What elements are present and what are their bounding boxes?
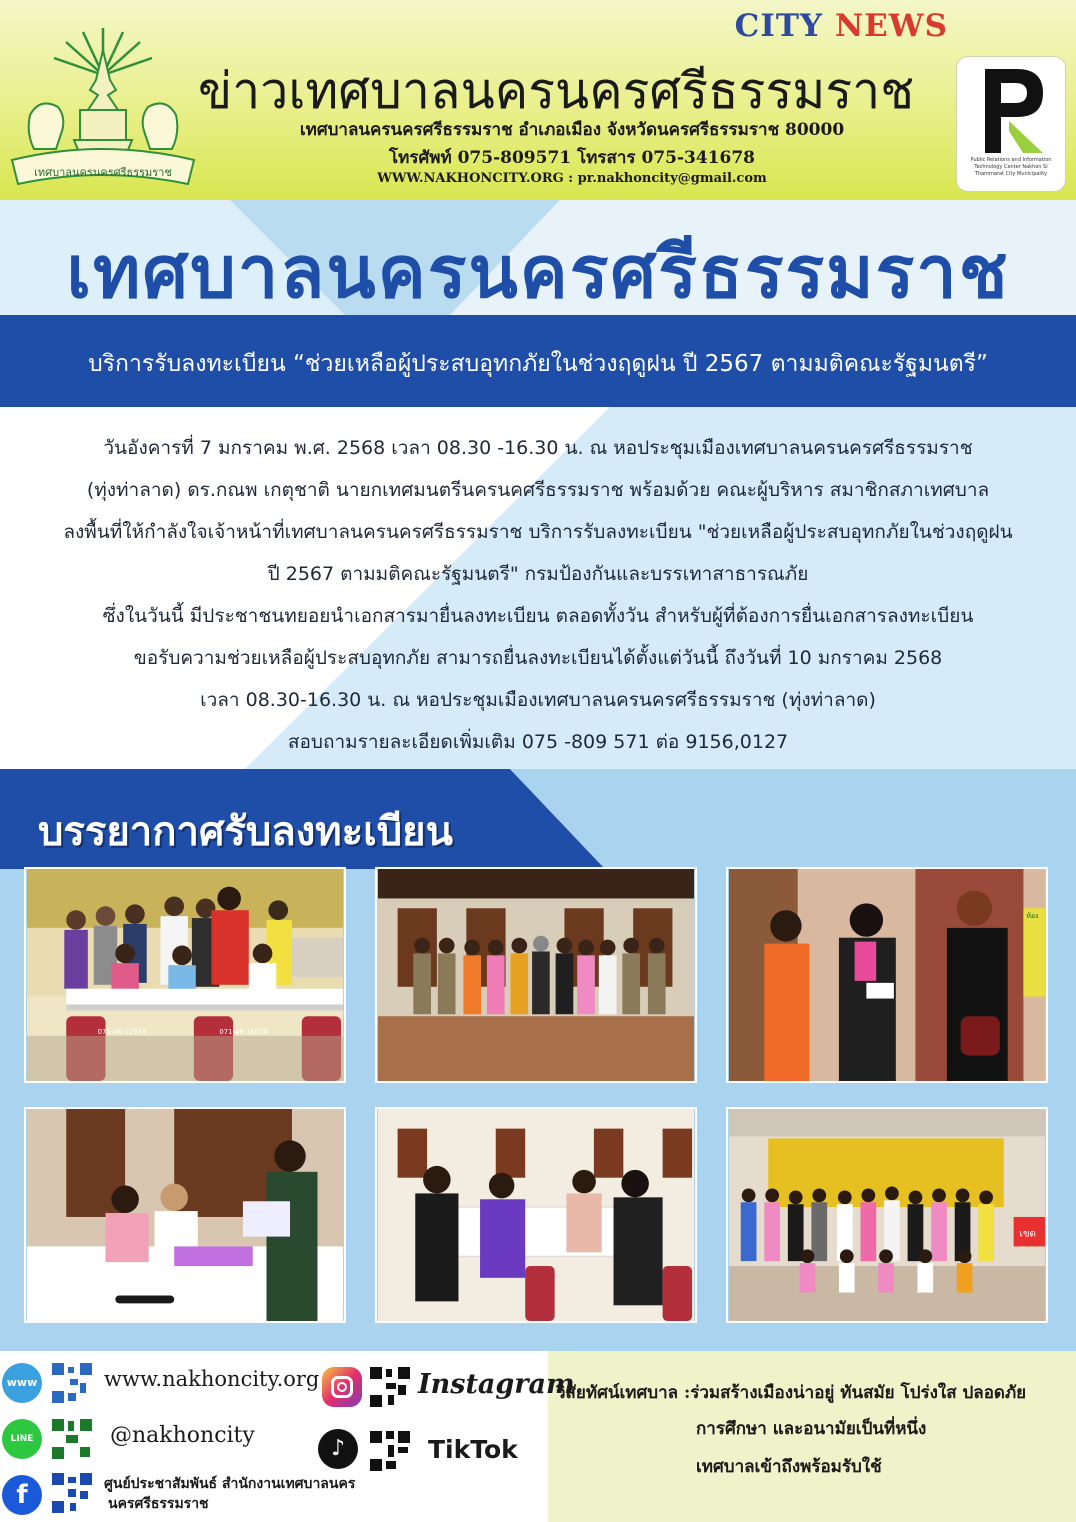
website-link[interactable]: www.nakhoncity.org (104, 1367, 320, 1391)
pr-letter-icon (979, 65, 1049, 157)
body-line: สอบถามรายละเอียดเพิ่มเติม 075 -809 571 ต่อ 9156,0127 (287, 731, 789, 753)
title-banner (0, 200, 1076, 315)
masthead (0, 0, 1076, 200)
body-line: ซึ่งในวันนี้ มีประชาชนทยอยนำเอกสารมายื่นลงทะเบียน ตลอดทั้งวัน สำหรับผู้ที่ต้องการยื่นเอกสารลงทะเบียน (102, 605, 974, 627)
line-qr-icon[interactable] (50, 1417, 94, 1461)
address-line: เทศบาลนครนครศรีธรรมราช อำเภอเมือง จังหวัดนครศรีธรรมราช 80000 (299, 120, 845, 140)
vision-line-2: การศึกษา และอนามัยเป็นที่หนึ่ง (696, 1419, 927, 1439)
body-line: (ทุ่งท่าลาด) ดร.กณพ เกตุชาติ นายกเทศมนตรีนครนคศรีธรรมราช พร้อมด้วย คณะผู้บริหาร สมาชิกสภาเทศบาล (86, 479, 990, 501)
line-id[interactable]: @nakhoncity (110, 1423, 255, 1448)
www-icon[interactable]: www (2, 1363, 42, 1403)
headline: บริการรับลงทะเบียน “ช่วยเหลือผู้ประสบอุทกภัยในช่วงฤดูฝน ปี 2567 ตามมติคณะรัฐมนตรี” (88, 351, 988, 377)
city-word: CITY (734, 8, 824, 44)
website-qr-icon[interactable] (50, 1361, 94, 1405)
body-line: ลงพื้นที่ให้กำลังใจเจ้าหน้าที่เทศบาลนครนครศรีธรรมราช บริการรับลงทะเบียน "ช่วยเหลือผู้ประสบอุทกภัยในช่วงฤดูฝน (63, 521, 1013, 543)
facebook-icon[interactable]: f (2, 1475, 42, 1515)
tiktok-label[interactable]: TikTok (428, 1435, 518, 1464)
vision-line-3: เทศบาลเข้าถึงพร้อมรับใช้ (696, 1457, 882, 1477)
municipal-seal-logo (8, 20, 198, 192)
instagram-icon[interactable] (322, 1367, 362, 1407)
photo-document-check[interactable] (24, 1107, 346, 1323)
gallery-title: บรรยากาศรับลงทะเบียน (38, 809, 453, 855)
tiktok-icon[interactable]: ♪ (318, 1429, 358, 1469)
photo-filling-forms[interactable] (375, 1107, 697, 1323)
photo-registration-team[interactable] (24, 867, 346, 1083)
line-icon[interactable]: LINE (2, 1419, 42, 1459)
body-line: ปี 2567 ตามมติคณะรัฐมนตรี" กรมป้องกันและบรรเทาสาธารณภัย (267, 563, 809, 585)
body-paragraph (0, 427, 1076, 763)
banner-sign: เขต (1019, 1228, 1036, 1240)
body-line: ขอรับความช่วยเหลือผู้ประสบอุทกภัย สามารถยื่นลงทะเบียนได้ตั้งแต่วันนี้ ถึงวันที่ 10 มกราคม 2568 (133, 647, 943, 669)
news-body (0, 407, 1076, 769)
photo-gallery (0, 769, 1076, 1351)
facebook-page-name[interactable]: ศูนย์ประชาสัมพันธ์ สำนักงานเทศบาลนคร (104, 1476, 356, 1492)
pr-center-caption: Public Relations and Information Technology Center Nakhon Si Thammarat City Municipality (970, 157, 1052, 177)
city-news-label (735, 8, 948, 44)
tiktok-qr-icon[interactable] (368, 1429, 412, 1473)
body-line: เวลา 08.30-16.30 น. ณ หอประชุมเมืองเทศบาลนครนครศรีธรรมราช (ทุ่งท่าลาด) (200, 689, 876, 711)
seal-text: เทศบาลนครนครศรีธรรมราช (34, 166, 172, 179)
photo-conversation[interactable] (726, 867, 1048, 1083)
pr-center-logo (956, 56, 1066, 192)
news-word: NEWS (834, 8, 948, 44)
photo-group-in-hall[interactable] (375, 867, 697, 1083)
instagram-qr-icon[interactable] (368, 1365, 412, 1409)
facebook-qr-icon[interactable] (50, 1471, 94, 1515)
photo-group-on-stage[interactable] (726, 1107, 1048, 1323)
chair-label: 071-46-12978 (97, 1027, 147, 1036)
footer (0, 1351, 1076, 1522)
newspaper-title: ข่าวเทศบาลนครนครศรีธรรมราช (198, 62, 915, 120)
facebook-page-name-2[interactable]: นครศรีธรรมราช (108, 1496, 209, 1512)
vision-line-1: วิสัยทัศน์เทศบาล :ร่วมสร้างเมืองน่าอยู่ ทันสมัย โปร่งใส ปลอดภัย (556, 1383, 1027, 1403)
instagram-label[interactable]: Instagram (418, 1369, 575, 1400)
wall-sign: ห้อง (1026, 912, 1039, 921)
chair-label: 071-46-15674 (219, 1027, 268, 1036)
footer-social (0, 1351, 575, 1522)
body-line: วันอังคารที่ 7 มกราคม พ.ศ. 2568 เวลา 08.30 -16.30 น. ณ หอประชุมเมืองเทศบาลนครนครศรีธรรมราช (103, 437, 973, 459)
phone-line: โทรศัพท์ 075-809571 โทรสาร 075-341678 (389, 148, 755, 168)
headline-bar (0, 315, 1076, 407)
website-email-line: WWW.NAKHONCITY.ORG : pr.nakhoncity@gmail.com (377, 171, 767, 186)
banner-title: เทศบาลนครนครศรีธรรมราช (66, 230, 1010, 314)
